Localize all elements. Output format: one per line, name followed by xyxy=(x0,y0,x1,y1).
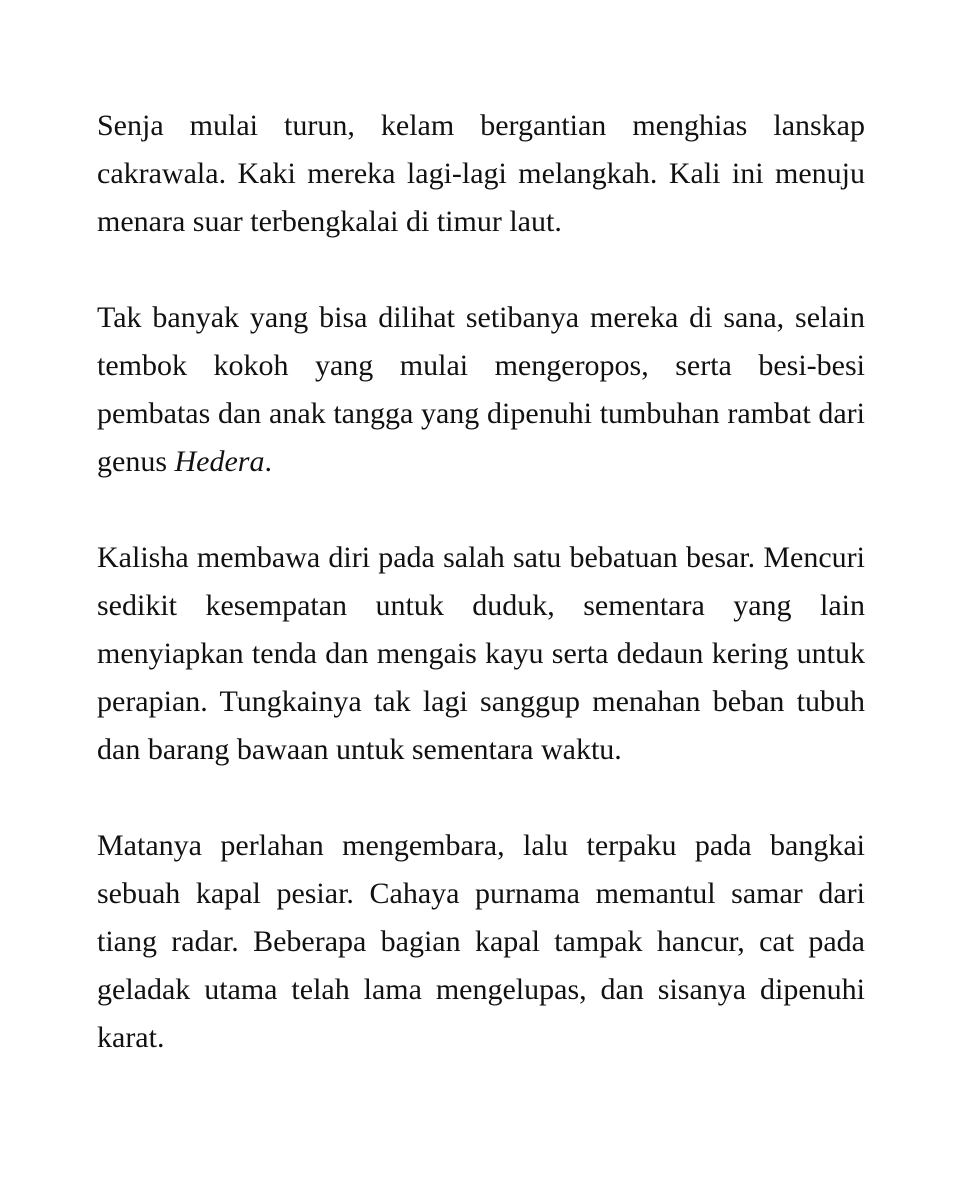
paragraph-1 xyxy=(97,102,865,246)
paragraph-2 xyxy=(97,294,865,486)
paragraph-4 xyxy=(97,822,865,1062)
paragraph-2-genus-name: Hedera xyxy=(174,445,265,478)
paragraph-2-period: . xyxy=(264,445,272,478)
paragraph-3-text: Kalisha membawa diri pada salah satu bebatuan besar. Mencuri sedikit kesempatan untuk duduk, sementara yang lain menyiapkan tenda dan mengais kayu serta dedaun kering untuk perapian. Tungkainya tak lagi sanggup menahan beban tubuh dan barang bawaan untuk sementara waktu. xyxy=(97,541,865,766)
paragraph-2-text: Tak banyak yang bisa dilihat setibanya mereka di sana, selain tembok kokoh yang mulai mengeropos, serta besi-besi pembatas dan anak tangga yang dipenuhi tumbuhan rambat dari genus xyxy=(97,301,865,478)
document-page xyxy=(97,102,865,1062)
paragraph-1-text: Senja mulai turun, kelam bergantian menghias lanskap cakrawala. Kaki mereka lagi-lagi melangkah. Kali ini menuju menara suar terbengkalai di timur laut. xyxy=(97,109,865,238)
paragraph-3 xyxy=(97,534,865,774)
paragraph-4-text: Matanya perlahan mengembara, lalu terpaku pada bangkai sebuah kapal pesiar. Cahaya purnama memantul samar dari tiang radar. Beberapa bagian kapal tampak hancur, cat pada geladak utama telah lama mengelupas, dan sisanya dipenuhi karat. xyxy=(97,829,865,1054)
